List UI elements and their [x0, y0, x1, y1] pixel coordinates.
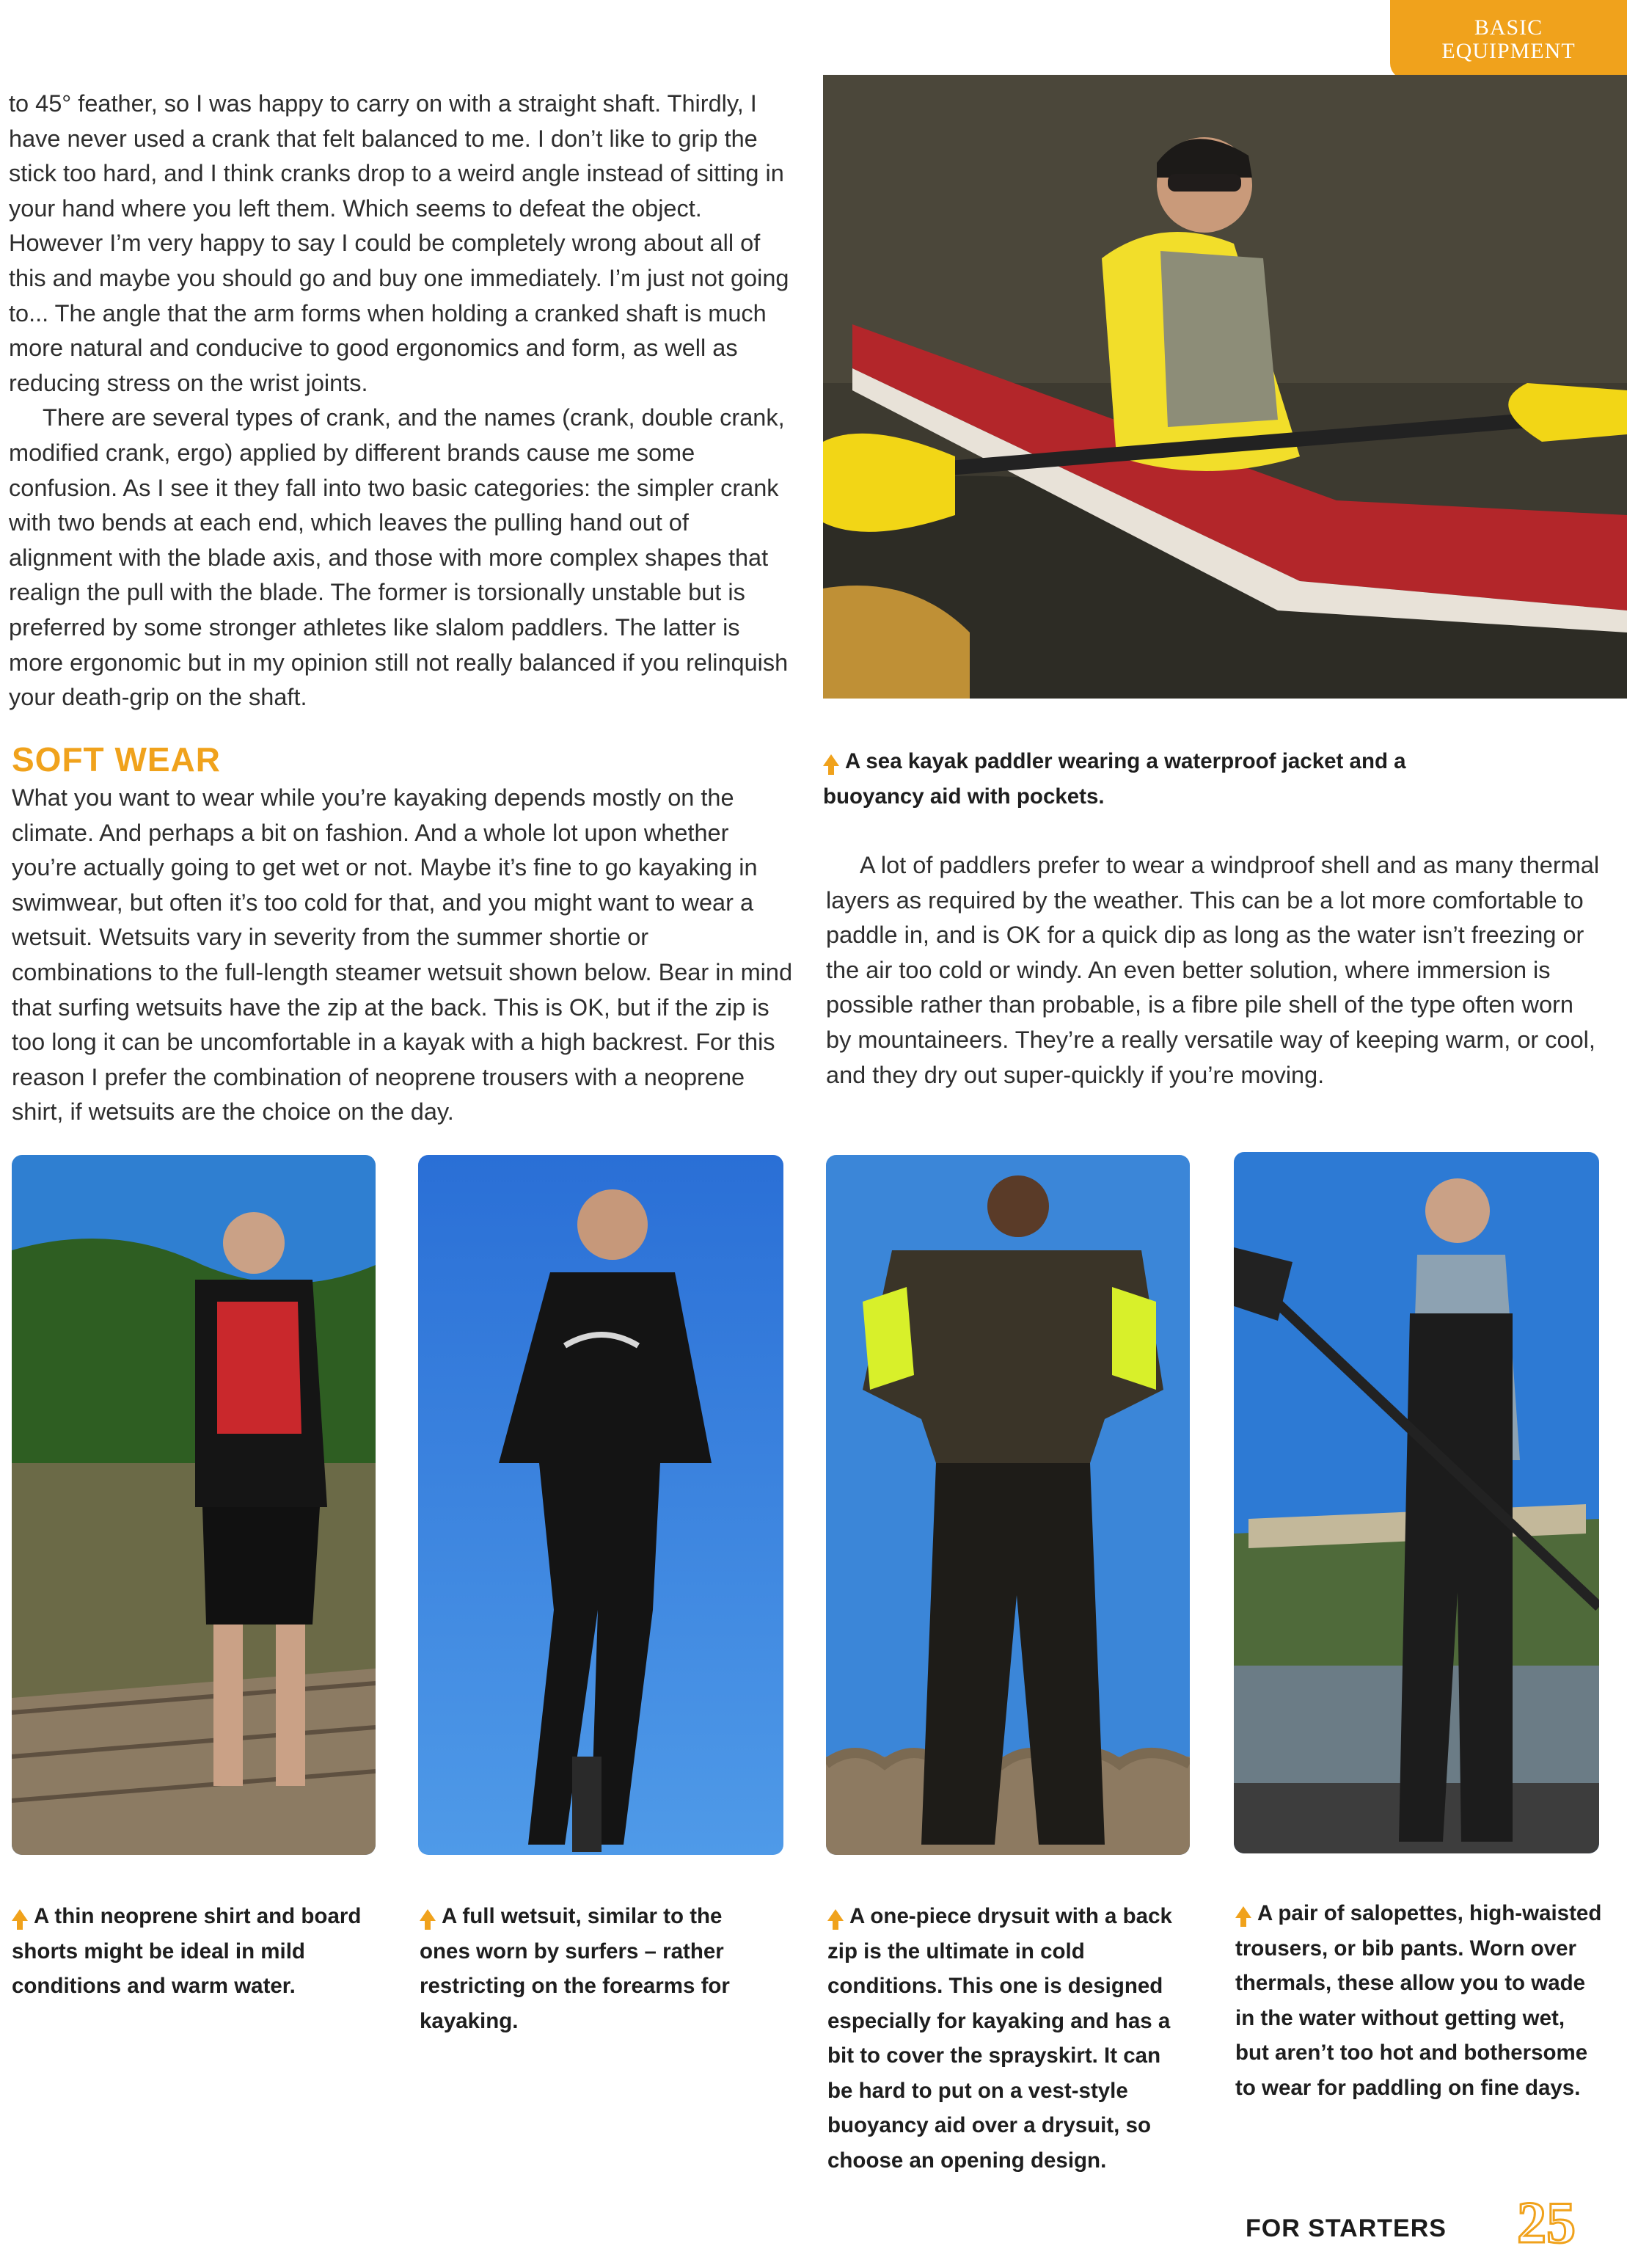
up-arrow-icon — [420, 1909, 436, 1921]
paragraph-crank-balance: to 45° feather, so I was happy to carry on with a straight shaft. Thirdly, I have never used a crank that felt balanced to me. I don’t like to grip the stick too hard, and I think cranks drop to a weird angle instead of sitting in your hand where you left them. Which seems to defeat the object. However I’m very happy to say I could be completely wrong about all of this and maybe you should go and buy one immediately. I’m just not going to... The angle that the arm forms when holding a cranked shaft is much more natural and conducive to good ergonomics and form, as well as reducing stress on the wrist joints. — [9, 90, 789, 396]
caption-drysuit: A one-piece drysuit with a back zip is the ultimate in cold conditions. This one is designed especially for kayaking and has a bit to cover the sprayskirt. It can be hard to put on a vest-style buoyancy aid over a drysuit, so choose an opening design. — [827, 1904, 1172, 2173]
paragraph-windproof-shell: A lot of paddlers prefer to wear a windproof shell and as many thermal layers as required by the weather. This can be a lot more comfortable to paddle in, and is OK for a quick dip as long as the water isn’t freezing or the air too cold or windy. An even better solution, where immersion is possible rather than probable, is a fibre pile shell of the type often worn by mountaineers. They’re a really versatile way of keeping warm, or cool, and they dry out super-quickly if you’re moving. — [826, 852, 1600, 1088]
photo-salopettes — [1234, 1152, 1599, 1853]
section-heading-soft-wear: SOFT WEAR — [12, 740, 221, 779]
kayak-photo-illustration — [823, 75, 1627, 699]
footer-section-label: FOR STARTERS — [1246, 2214, 1447, 2242]
paragraph-crank-types: There are several types of crank, and the names (crank, double crank, modified crank, ergo) applied by different brands cause me some confusion. As I see it they fall into two basic categories: the simpler crank with two bends at each end, which leaves the pulling hand out of alignment with the blade axis, and those with more complex shapes that realign the pull with the blade. The former is torsionally unstable but is preferred by some stronger athletes like slalom paddlers. The latter is more ergonomic but in my opinion still not really balanced if you relinquish your death-grip on the shaft. — [9, 404, 789, 711]
up-arrow-icon — [1235, 1906, 1251, 1918]
up-arrow-icon — [827, 1909, 844, 1921]
soft-wear-body — [12, 781, 795, 1130]
paragraph-soft-wear: What you want to wear while you’re kayaking depends mostly on the climate. And perhaps a bit on fashion. And a whole lot upon whether you’re actually going to get wet or not. Maybe it’s fine to go kayaking in swimwear, but often it’s too cold for that, and you might want to wear a wetsuit. Wetsuits vary in severity from the summer shortie or combinations to the full-length steamer wetsuit shown below. Bear in mind that surfing wetsuits have the zip at the back. This is OK, but if the zip is too long it can be uncomfortable in a kayak with a high backrest. For this reason I prefer the combination of neoprene trousers with a neoprene shirt, if wetsuits are the choice on the day. — [12, 784, 793, 1126]
caption-sea-kayak-paddler: A sea kayak paddler wearing a waterproof jacket and a buoyancy aid with pockets. — [823, 749, 1406, 809]
page-number: 25 — [1517, 2191, 1576, 2256]
photo-sea-kayak-paddler — [823, 75, 1627, 699]
photo-full-wetsuit — [418, 1155, 783, 1855]
section-tab-line1: BASIC — [1474, 15, 1543, 40]
section-tab — [1390, 0, 1627, 79]
up-arrow-icon — [823, 754, 839, 766]
up-arrow-icon — [12, 1909, 28, 1921]
right-column-text — [826, 848, 1602, 1093]
photo-drysuit — [826, 1155, 1190, 1855]
section-tab-line2: EQUIPMENT — [1441, 39, 1576, 63]
photo-neoprene-shirt — [12, 1155, 376, 1855]
caption-salopettes: A pair of salopettes, high-waisted trousers, or bib pants. Worn over thermals, these allow you to wade in the water without getting wet, but aren’t too hot and bothersome to wear for paddling on fine days. — [1235, 1901, 1602, 2100]
caption-full-wetsuit: A full wetsuit, similar to the ones worn by surfers – rather restricting on the forearms for kayaking. — [420, 1904, 730, 2033]
caption-neoprene-shirt: A thin neoprene shirt and board shorts might be ideal in mild conditions and warm water. — [12, 1904, 362, 1998]
left-column-intro — [9, 87, 794, 715]
